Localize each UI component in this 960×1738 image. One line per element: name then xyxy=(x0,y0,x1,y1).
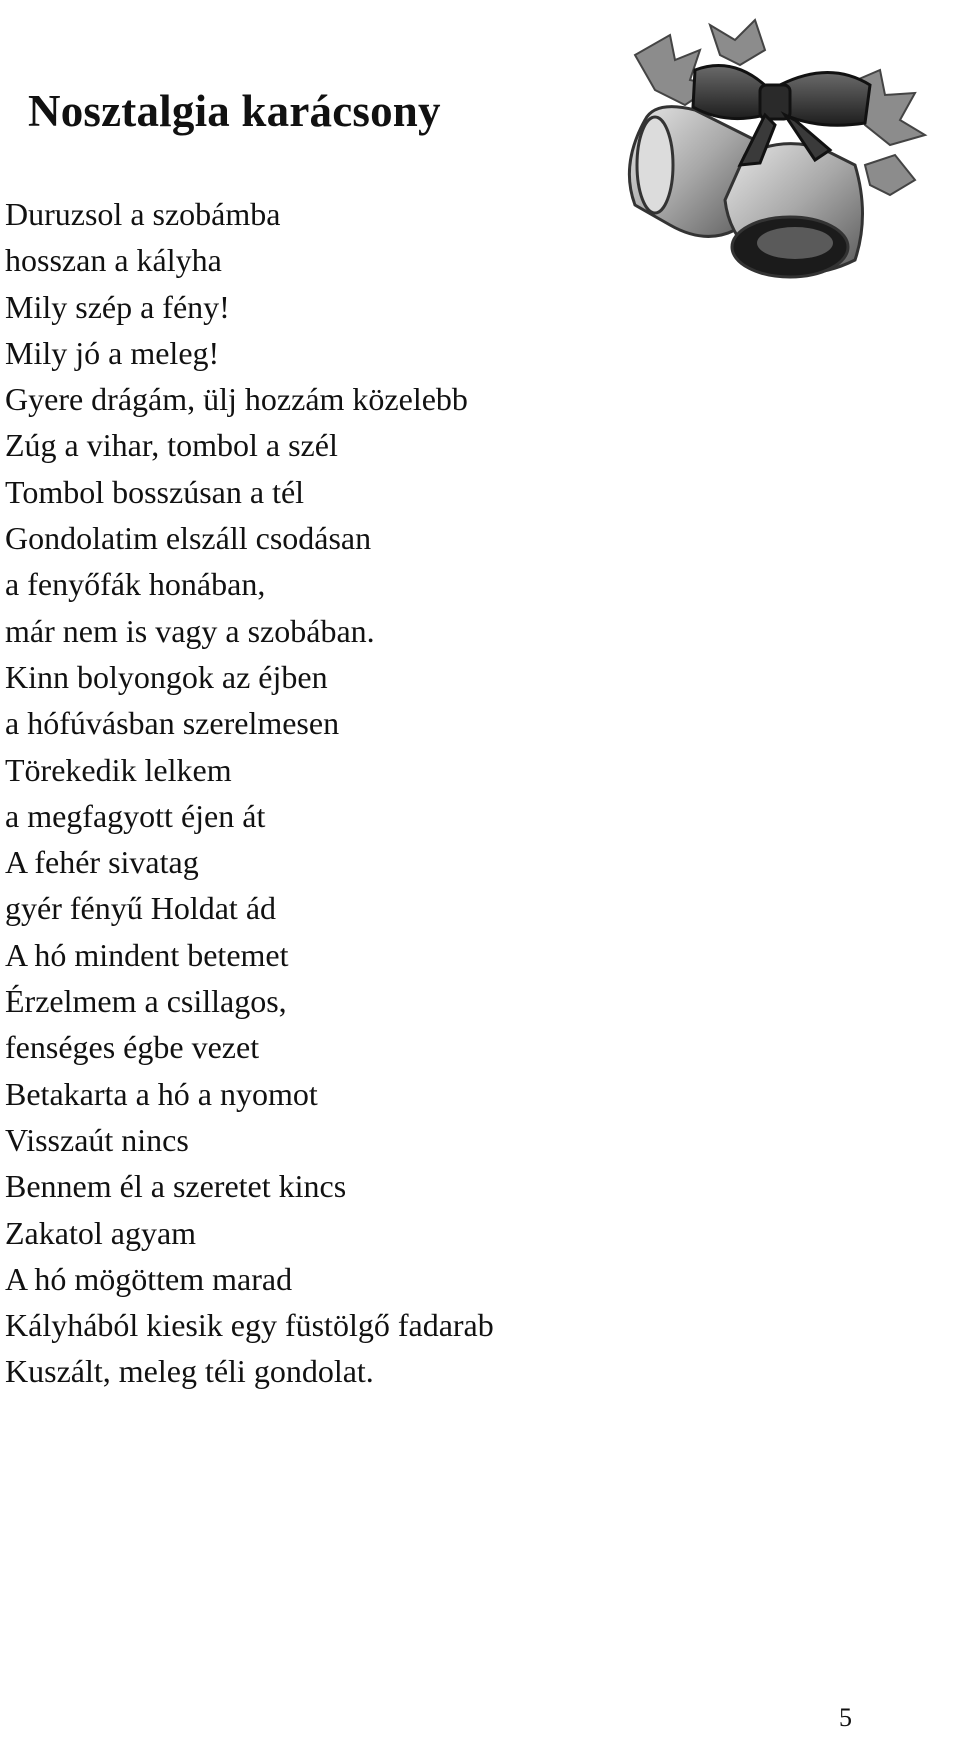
poem-line: Kuszált, meleg téli gondolat. xyxy=(5,1353,374,1390)
poem-line: a hófúvásban szerelmesen xyxy=(5,705,340,742)
poem-line: a megfagyott éjen át xyxy=(5,797,266,834)
poem-line: Törekedik lelkem xyxy=(5,751,232,788)
poem-line: Mily szép a fény! xyxy=(5,288,230,325)
poem-line: hosszan a kályha xyxy=(5,242,222,279)
poem-line: a fenyőfák honában, xyxy=(5,566,266,603)
poem-line: fenséges égbe vezet xyxy=(5,1029,260,1066)
poem-line: Érzelmem a csillagos, xyxy=(5,983,287,1020)
poem-line: Gyere drágám, ülj hozzám közelebb xyxy=(5,381,468,418)
poem-line: Bennem él a szeretet kincs xyxy=(5,1168,347,1205)
poem-line: A hó mögöttem marad xyxy=(5,1260,293,1297)
poem-line: Duruzsol a szobámba xyxy=(5,196,281,232)
poem-line: Visszaút nincs xyxy=(5,1121,189,1158)
poem-line: Kályhából kiesik egy füstölgő fadarab xyxy=(5,1307,494,1344)
poem-line: A hó mindent betemet xyxy=(5,936,289,973)
poem-line: gyér fényű Holdat ád xyxy=(5,890,277,927)
poem-line: Betakarta a hó a nyomot xyxy=(5,1075,318,1112)
poem-title: Nosztalgia karácsony xyxy=(28,86,441,136)
poem-line: A fehér sivatag xyxy=(5,844,199,881)
poem-line: Tombol bosszúsan a tél xyxy=(5,473,305,510)
poem-body xyxy=(5,191,494,1395)
poem-line: Zúg a vihar, tombol a szél xyxy=(5,427,338,464)
poem-line: már nem is vagy a szobában. xyxy=(5,612,375,649)
poem-line: Zakatol agyam xyxy=(5,1214,197,1251)
page-number: 5 xyxy=(839,1703,852,1732)
poem-line: Kinn bolyongok az éjben xyxy=(5,658,328,695)
christmas-bells-icon xyxy=(615,15,940,290)
poem-line: Gondolatim elszáll csodásan xyxy=(5,520,372,557)
poem-line: Mily jó a meleg! xyxy=(5,334,220,371)
